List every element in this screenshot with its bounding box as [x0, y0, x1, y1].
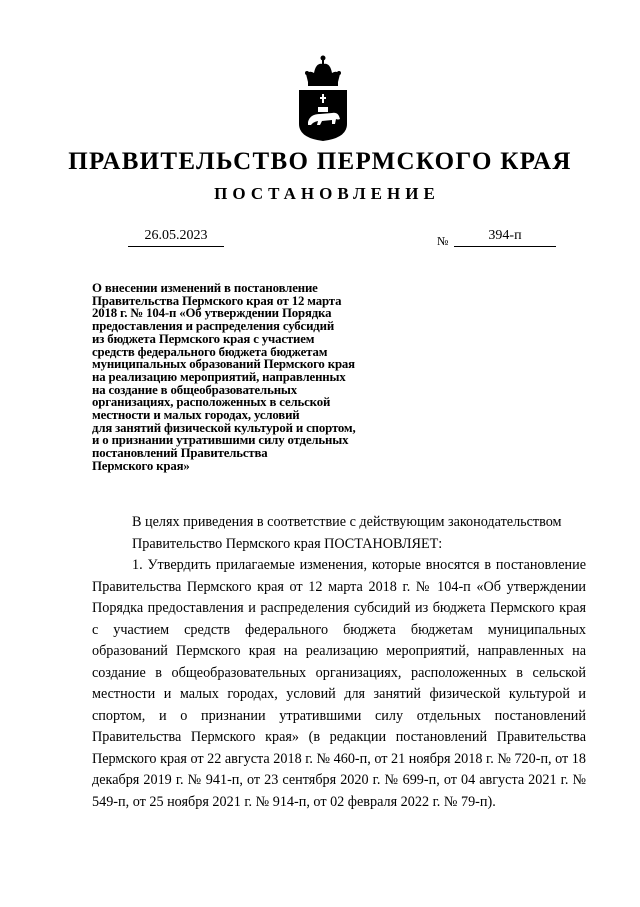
government-title: ПРАВИТЕЛЬСТВО ПЕРМСКОГО КРАЯ [68, 148, 572, 175]
decree-number: 394-п [454, 227, 556, 247]
subject-line: организациях, расположенных в сельской [92, 395, 331, 410]
decree-body [92, 512, 586, 813]
subject-line: Правительства Пермского края от 12 марта [92, 293, 342, 308]
preamble-paragraph: В целях приведения в соответствие с действующим законодательством [132, 514, 562, 530]
subject-line: из бюджета Пермского края с участием [92, 331, 315, 346]
subject-line: для занятий физической культурой и спортом, [92, 420, 356, 435]
number-sign: № [437, 234, 449, 248]
subject-line: и о признании утратившими силу отдельных [92, 433, 349, 448]
document-type-title: ПОСТАНОВЛЕНИЕ [214, 184, 440, 203]
subject-line: средств федерального бюджета бюджетам [92, 344, 328, 359]
clause-1-paragraph: 1. Утвердить прилагаемые изменения, которые вносятся в постановление Правительства Пермского края от 12 марта 2018 г. № 104-п «Об утверждении Порядка предоставления и распределения субсидий из бюджета Пермского края с участием средств федерального бюджета бюджетам муниципальных образований Пермского края на реализацию мероприятий, направленных на создание в общеобразовательных организациях, расположенных в сельской местности и малых городах, условий для занятий физической культурой и спортом, и о признании утратившими силу отдельных постановлений Правительства Пермского края» (в редакции постановлений Правительства Пермского края от 22 августа 2018 г. № 460-п, от 21 ноября 2018 г. № 720-п, от 18 декабря 2019 г. № 941-п, от 23 сентября 2020 г. № 699-п, от 04 августа 2021 г. № 549-п, от 25 ноября 2021 г. № 914-п, от 02 февраля 2022 г. № 79-п). [92, 557, 586, 810]
subject-line: О внесении изменений в постановление [92, 281, 318, 295]
resolution-paragraph: Правительство Пермского края ПОСТАНОВЛЯЕТ: [132, 535, 443, 552]
subject-line: предоставления и распределения субсидий [92, 319, 335, 334]
subject-line: местности и малых городах, условий [92, 408, 300, 423]
decree-date: 26.05.2023 [128, 227, 224, 247]
subject-line: постановлений Правительства [92, 446, 268, 461]
subject-line: 2018 г. № 104-п «Об утверждении Порядка [92, 306, 332, 321]
subject-line: Пермского края» [92, 458, 190, 473]
perm-krai-coat-of-arms-icon [296, 52, 350, 142]
subject-line: на создание в общеобразовательных [92, 382, 298, 397]
subject-line: на реализацию мероприятий, направленных [92, 369, 346, 384]
decree-subject [92, 282, 432, 473]
subject-line: муниципальных образований Пермского края [92, 357, 355, 372]
